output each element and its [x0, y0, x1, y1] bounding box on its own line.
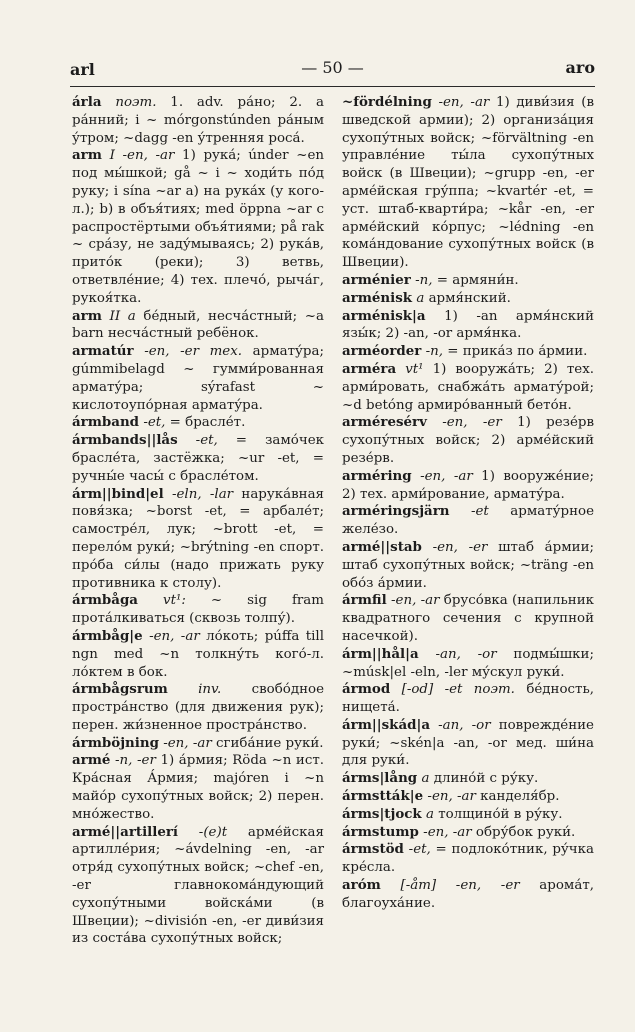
- entry-grammar: -en, -er: [442, 415, 502, 431]
- dictionary-entry: [342, 841, 594, 877]
- entry-headword: ármbåga: [72, 592, 138, 609]
- entry-grammar: -n,: [415, 272, 433, 288]
- entry-definition: = замо́чек брасле́та, застёжка; ~ur -et, = ручны́е часы́ с брасле́том.: [72, 433, 324, 484]
- entry-grammar: [-od] -et поэт.: [401, 682, 515, 698]
- entry-grammar: -en, -ar: [149, 628, 200, 644]
- entry-grammar: -en, -ar: [391, 593, 440, 609]
- entry-headword: ármstump: [342, 823, 419, 840]
- entry-headword: árm||hål|a: [342, 645, 419, 662]
- entry-headword: armé: [72, 752, 111, 769]
- entry-definition: канделя́бр.: [475, 789, 560, 805]
- entry-definition: сгиба́ние руки́.: [211, 735, 324, 751]
- dictionary-entry: [72, 432, 324, 485]
- entry-headword: ármbågsrum: [72, 681, 168, 698]
- entry-headword: arméra: [342, 360, 397, 377]
- entry-definition: = армяни́н.: [432, 272, 519, 288]
- dictionary-entry: [342, 272, 594, 290]
- entry-grammar: -en, -ar: [420, 468, 473, 484]
- entry-headword: arméring: [342, 467, 412, 484]
- entry-definition: толщино́й в ру́ку.: [433, 806, 563, 822]
- right-column: [342, 94, 594, 913]
- entry-headword: arménisk|a: [342, 307, 426, 324]
- entry-definition: армату́ра; gúmmibelagd ~ гумми́рованная армату́ра; sýrafast ~ кислотоупо́рная армату́ра.: [72, 344, 324, 413]
- header-rule: [70, 86, 595, 87]
- entry-grammar: -(e)t: [198, 824, 228, 840]
- entry-definition: = брасле́т.: [165, 415, 246, 431]
- entry-grammar: -an, -or: [438, 717, 491, 733]
- entry-definition: армату́рное желе́зо.: [342, 504, 594, 538]
- dictionary-entry: [342, 592, 594, 645]
- entry-grammar: II a: [109, 308, 136, 324]
- header-left-guideword: arl: [70, 60, 95, 79]
- entry-grammar: -en, -ar: [438, 95, 490, 110]
- entry-definition: подмы́шки; ~músk|el -eln, -ler му́скул руки́.: [342, 646, 594, 680]
- dictionary-entry: [342, 539, 594, 592]
- dictionary-entry: [342, 824, 594, 842]
- dictionary-entry: [342, 806, 594, 824]
- entry-headword: arméringsjärn: [342, 503, 450, 520]
- entry-headword: ármband: [72, 414, 140, 431]
- entry-grammar: [-åm] -en, -er: [400, 878, 520, 894]
- page-number: — 50 —: [301, 58, 364, 77]
- entry-grammar: a: [421, 771, 430, 787]
- entry-headword: arménisk: [342, 289, 413, 306]
- dictionary-entry: [342, 414, 594, 467]
- dictionary-entry: [342, 343, 594, 361]
- entry-headword: árms|tjock: [342, 805, 422, 822]
- entry-headword: ármbands||lås: [72, 432, 178, 449]
- dictionary-entry: [72, 824, 324, 949]
- entry-definition: нарука́вная повя́зка; ~borst -et, = арбале́т; самостре́л, лук; ~brott -et, = перело́м руки́; ~brýtning -en спорт. про́ба си́лы (надо прижать руку противника к столу).: [72, 486, 324, 591]
- dictionary-entry: [342, 646, 594, 682]
- entry-headword: ármod: [342, 681, 391, 698]
- entry-definition: штаб а́рмии; штаб сухопу́тных войск; ~träng -en обо́з а́рмии.: [342, 539, 595, 591]
- entry-definition: = подлоко́тник, ру́чка кре́сла.: [342, 842, 594, 876]
- entry-grammar: a: [425, 806, 434, 822]
- entry-headword: armé||artillerí: [72, 823, 179, 840]
- entry-definition: 1) резе́рв сухопу́тных войск; 2) арме́йский резе́рв.: [342, 415, 594, 466]
- dictionary-entry: [342, 770, 594, 788]
- entry-grammar: -et,: [195, 433, 218, 449]
- entry-headword: armé||stab: [342, 538, 422, 555]
- entry-grammar: vt¹: [405, 361, 424, 377]
- entry-definition: 1) -an армя́нский язы́к; 2) -an, -or армя́нка.: [342, 308, 594, 342]
- entry-definition: обру́бок руки́.: [471, 824, 576, 840]
- dictionary-entry: [342, 290, 594, 308]
- entry-definition: бе́дность, нищета́.: [342, 682, 594, 716]
- entry-definition: 1) вооруже́ние; 2) тех. арми́рование, армату́ра.: [342, 468, 594, 502]
- entry-definition: арома́т, благоуха́ние.: [342, 878, 594, 911]
- entry-grammar: -eln, -lar: [171, 486, 234, 502]
- entry-headword: ármbåg|e: [72, 627, 143, 644]
- entry-definition: арме́йская артилле́рия; ~ávdelning -en, -ar отря́д сухопу́тных войск; ~chef -en, -er главнокома́ндующий сухопу́тными войска́ми (в Швеции); ~división -en, -er диви́зия из соста́ва сухопу́тных войск;: [72, 824, 324, 947]
- entry-definition: = прика́з по а́рмии.: [443, 344, 588, 360]
- dictionary-entry: [72, 147, 324, 307]
- entry-headword: árm||skád|a: [342, 716, 431, 733]
- dictionary-entry: [342, 681, 594, 717]
- page-header: [70, 58, 595, 82]
- dictionary-entry: [342, 788, 594, 806]
- entry-grammar: -n,: [425, 344, 444, 360]
- entry-headword: árla: [72, 94, 102, 110]
- entry-headword: ármstták|e: [342, 788, 424, 805]
- entry-definition: 1) а́рмия; Röda ~n ист. Кра́сная А́рмия; majóren i ~n майо́р сухопу́тных войск; 2) перен. мно́жество.: [72, 753, 325, 822]
- entry-definition: 1) диви́зия (в шведской армии); 2) организа́ция сухопу́тных войск; ~förvältning -en управле́ние ты́ла сухопу́тных войск (в Швеции); ~grupp -en, -er арме́йская гру́ппа; ~kvartér -et, = уст. штаб-кварти́ра; ~kår -en, -er арме́йский ко́рпус; ~lédning -en кома́ндование сухопу́тных войск (в Швеции).: [342, 95, 594, 271]
- entry-grammar: inv.: [198, 682, 222, 698]
- dictionary-entry: [342, 361, 594, 414]
- dictionary-entry: [72, 628, 324, 681]
- entry-headword: ármstöd: [342, 841, 404, 858]
- entry-definition: длино́й с ру́ку.: [429, 771, 539, 787]
- entry-headword: arméresérv: [342, 414, 427, 431]
- entry-headword: arm: [72, 147, 102, 164]
- entry-headword: arménier: [342, 271, 411, 288]
- entry-headword: arm: [72, 307, 102, 324]
- entry-grammar: -n, -er: [115, 753, 156, 769]
- dictionary-entry: [342, 717, 594, 770]
- entry-grammar: vt¹:: [163, 593, 186, 609]
- entry-definition: брусо́вка (напильник квадратного сечения с крупной насечкой).: [342, 593, 594, 644]
- dictionary-entry: [72, 414, 324, 432]
- dictionary-entry: [72, 308, 324, 344]
- dictionary-entry: [342, 503, 594, 539]
- dictionary-entry: [72, 486, 324, 593]
- dictionary-entry: [72, 752, 324, 823]
- entry-grammar: -et: [470, 504, 489, 520]
- entry-grammar: -en, -ar: [163, 735, 212, 751]
- entry-grammar: поэт.: [115, 95, 157, 110]
- entry-definition: ло́коть; púffa till ngn med ~n толкну́ть кого́-л. ло́ктем в бок.: [72, 628, 324, 680]
- entry-grammar: -en, -ar: [427, 789, 476, 805]
- entry-grammar: -en, -er: [432, 539, 488, 555]
- entry-headword: ~fördélning: [342, 94, 432, 110]
- entry-headword: ármböjning: [72, 734, 159, 751]
- entry-definition: ~ sig fram прота́лкиваться (сквозь толпу́).: [72, 593, 324, 627]
- entry-grammar: a: [416, 290, 425, 306]
- entry-grammar: -et,: [408, 842, 431, 858]
- dictionary-entry: [72, 94, 324, 147]
- entry-headword: aróm: [342, 877, 381, 894]
- dictionary-entry: [342, 308, 594, 344]
- entry-grammar: -et,: [143, 415, 166, 431]
- dictionary-entry: [342, 94, 594, 272]
- entry-definition: 1) рука́; únder ~en под мы́шкой; gå ~ i ~ ходи́ть по́д руку; i sína ~ar a) на рука́х (у кого-л.); b) в объя́тиях; med öppna ~ar с распростёртыми объя́тиями; på rak ~ сра́зу, не заду́мываясь; 2) рука́в, прито́к (реки); 3) ветвь, ответвле́ние; 4) тех. плечо́, рыча́г, рукоя́тка.: [72, 148, 324, 306]
- dictionary-entry: [72, 343, 324, 414]
- entry-headword: arméorder: [342, 343, 422, 360]
- dictionary-entry: [72, 735, 324, 753]
- entry-definition: поврежде́ние руки́; ~skén|a -an, -or мед. ши́на для руки́.: [342, 717, 594, 769]
- entry-headword: ármfil: [342, 592, 387, 609]
- entry-definition: армя́нский.: [424, 290, 511, 306]
- entry-definition: свобо́дное простра́нство (для движения рук); перен. жи́зненное простра́нство.: [72, 682, 324, 733]
- dictionary-entry: [342, 877, 594, 913]
- entry-definition: 1. adv. ра́но; 2. a ра́нний; i ~ mórgonstúnden ра́ным у́тром; ~dagg -en у́тренняя роса́.: [72, 95, 324, 146]
- dictionary-entry: [72, 681, 324, 734]
- left-column: [72, 94, 324, 948]
- entry-grammar: -en, -er тех.: [144, 344, 243, 360]
- dictionary-entry: [342, 468, 594, 504]
- entry-grammar: -en, -ar: [423, 824, 472, 840]
- entry-headword: armatúr: [72, 343, 134, 360]
- entry-headword: árm||bind|el: [72, 485, 164, 502]
- header-right-guideword: aro: [565, 58, 595, 77]
- entry-definition: бе́дный, несча́стный; ~a barn несча́стный ребёнок.: [72, 308, 324, 342]
- entry-definition: 1) вооружа́ть; 2) тех. арми́ровать, снабжа́ть армату́рой; ~d betóng армиро́ванный бето́н.: [342, 361, 595, 413]
- dictionary-entry: [72, 592, 324, 628]
- entry-grammar: I -en, -ar: [109, 148, 175, 164]
- entry-headword: árms|lång: [342, 770, 418, 787]
- entry-grammar: -an, -or: [435, 646, 497, 662]
